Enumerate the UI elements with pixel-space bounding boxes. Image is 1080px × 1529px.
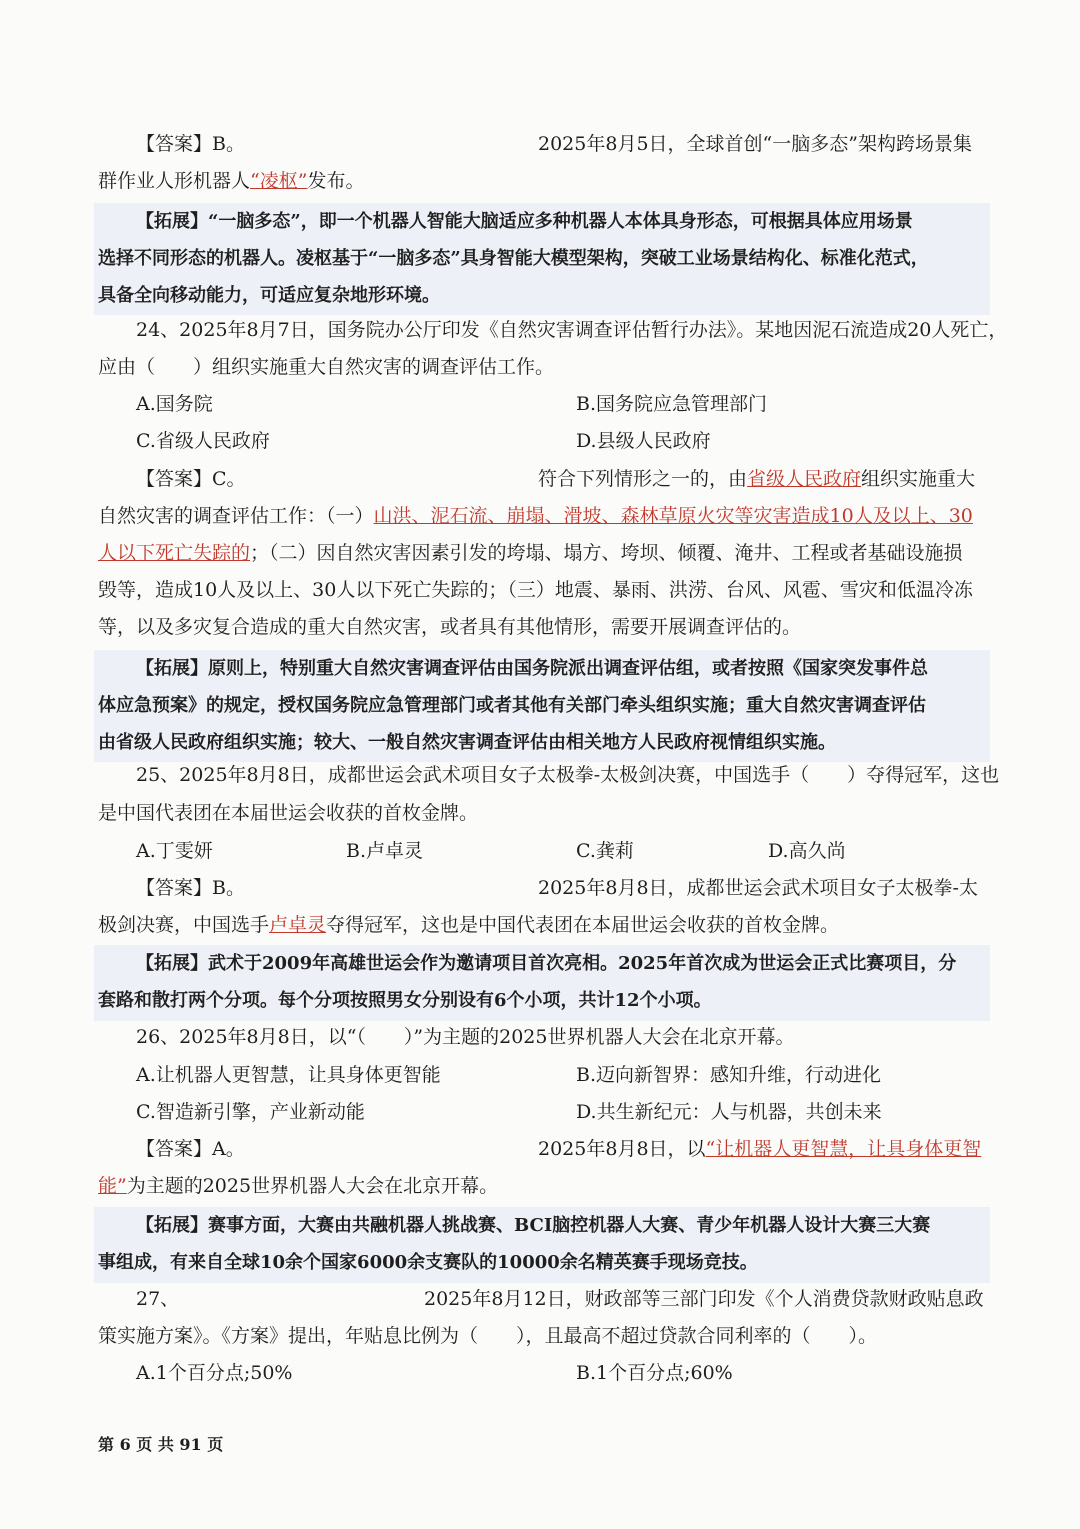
q27-option-a: A.1个百分点;50% [136,1362,293,1384]
answer-24-line-2: 自然灾害的调查评估工作：（一）山洪、泥石流、崩塌、滑坡、森林草原火灾等灾害造成10人及以上、30 [98,505,973,527]
highlight-lu-zhuoling: 卢卓灵 [269,914,327,936]
q24-option-b: B.国务院应急管理部门 [576,393,768,415]
answer-24-line-5: 等，以及多灾复合造成的重大自然灾害，或者具有其他情形，需要开展调查评估的。 [98,616,802,638]
question-24-line-1: 24、2025年8月7日，国务院办公厅印发《自然灾害调查评估暂行办法》。某地因泥石流造成20人死亡， [136,319,1008,341]
highlight-theme-part-2: 能” [98,1175,127,1197]
q26-option-d: D.共生新纪元：人与机器，共创未来 [576,1101,882,1123]
q24-option-a: A.国务院 [136,393,213,415]
q25-option-b: B.卢卓灵 [346,840,424,862]
question-24-line-2: 应由（ ）组织实施重大自然灾害的调查评估工作。 [98,356,555,378]
q25-option-d: D.高久尚 [768,840,846,862]
question-25-line-1: 25、2025年8月8日，成都世运会武术项目女子太极拳-太极剑决赛，中国选手（ ）夺得冠军，这也 [136,764,1000,786]
extension-24: 【拓展】原则上，特别重大自然灾害调查评估由国务院派出调查评估组，或者按照《国家突发事件总 体应急预案》的规定，授权国务院应急管理部门或者其他有关部门牵头组织实施；重大自然灾害调查评估 由省级人民政府组织实施；较大、一般自然灾害调查评估由相关地方人民政府视情组织实施。 [94,650,990,762]
page-number-footer: 第 6 页 共 91 页 [98,1435,224,1454]
q26-option-b: B.迈向新智界：感知升维，行动进化 [576,1064,882,1086]
q27-option-b: B.1个百分点;60% [576,1362,733,1384]
q25-option-c: C.龚莉 [576,840,634,862]
highlight-casualty-range: 人以下死亡失踪的 [98,542,251,564]
answer-26-line-2: 能”为主题的2025世界机器人大会在北京开幕。 [98,1175,499,1197]
answer-24-line-3: 人以下死亡失踪的；（二）因自然灾害因素引发的垮塌、塌方、垮坝、倾覆、淹井、工程或者基础设施损 [98,542,963,564]
q26-option-c: C.智造新引擎，产业新动能 [136,1101,365,1123]
answer-25-line-2: 极剑决赛，中国选手卢卓灵夺得冠军，这也是中国代表团在本届世运会收获的首枚金牌。 [98,914,840,936]
answer-24-line-1: 【答案】C。 符合下列情形之一的，由省级人民政府组织实施重大 [136,468,976,490]
answer-23-line-2: 群作业人形机器人“凌枢”发布。 [98,170,365,192]
answer-24-line-4: 毁等，造成10人及以上、30人以下死亡失踪的；（三）地震、暴雨、洪涝、台风、风雹、雪灾和低温冷冻 [98,579,973,601]
question-26-line-1: 26、2025年8月8日，以“（ ）”为主题的2025世界机器人大会在北京开幕。 [136,1026,795,1048]
highlight-theme-part-1: “让机器人更智慧，让具身体更智 [705,1138,982,1160]
q24-option-d: D.县级人民政府 [576,430,711,452]
highlight-lingshu: “凌枢” [250,170,308,192]
q26-option-a: A.让机器人更智慧，让具身体更智能 [136,1064,441,1086]
question-27-line-1: 27、 2025年8月12日，财政部等三部门印发《个人消费贷款财政贴息政 [136,1288,984,1310]
extension-25: 【拓展】武术于2009年高雄世运会作为邀请项目首次亮相。2025年首次成为世运会正式比赛项目，分 套路和散打两个分项。每个分项按照男女分别设有6个小项，共计12个小项。 [94,945,990,1021]
answer-23-line-1: 【答案】B。 2025年8月5日，全球首创“一脑多态”架构跨场景集 [136,133,972,155]
q24-option-c: C.省级人民政府 [136,430,270,452]
question-27-line-2: 策实施方案》。《方案》提出，年贴息比例为（ ），且最高不超过贷款合同利率的（ ）。 [98,1325,878,1347]
highlight-provincial-gov: 省级人民政府 [747,468,862,490]
q25-option-a: A.丁雯妍 [136,840,213,862]
highlight-disaster-types: 山洪、泥石流、崩塌、滑坡、森林草原火灾等灾害造成10人及以上、30 [373,505,973,527]
answer-25-line-1: 【答案】B。 2025年8月8日，成都世运会武术项目女子太极拳-太 [136,877,978,899]
extension-26: 【拓展】赛事方面，大赛由共融机器人挑战赛、BCI脑控机器人大赛、青少年机器人设计大赛三大赛 事组成，有来自全球10余个国家6000余支赛队的10000余名精英赛手现场竞技。 [94,1207,990,1283]
extension-23: 【拓展】“一脑多态”，即一个机器人智能大脑适应多种机器人本体具身形态，可根据具体应用场景 选择不同形态的机器人。凌枢基于“一脑多态”具身智能大模型架构，突破工业场景结构化、标准化范式， 具备全向移动能力，可适应复杂地形环境。 [94,203,990,315]
answer-26-line-1: 【答案】A。 2025年8月8日，以“让机器人更智慧，让具身体更智 [136,1138,982,1160]
question-25-line-2: 是中国代表团在本届世运会收获的首枚金牌。 [98,802,479,824]
